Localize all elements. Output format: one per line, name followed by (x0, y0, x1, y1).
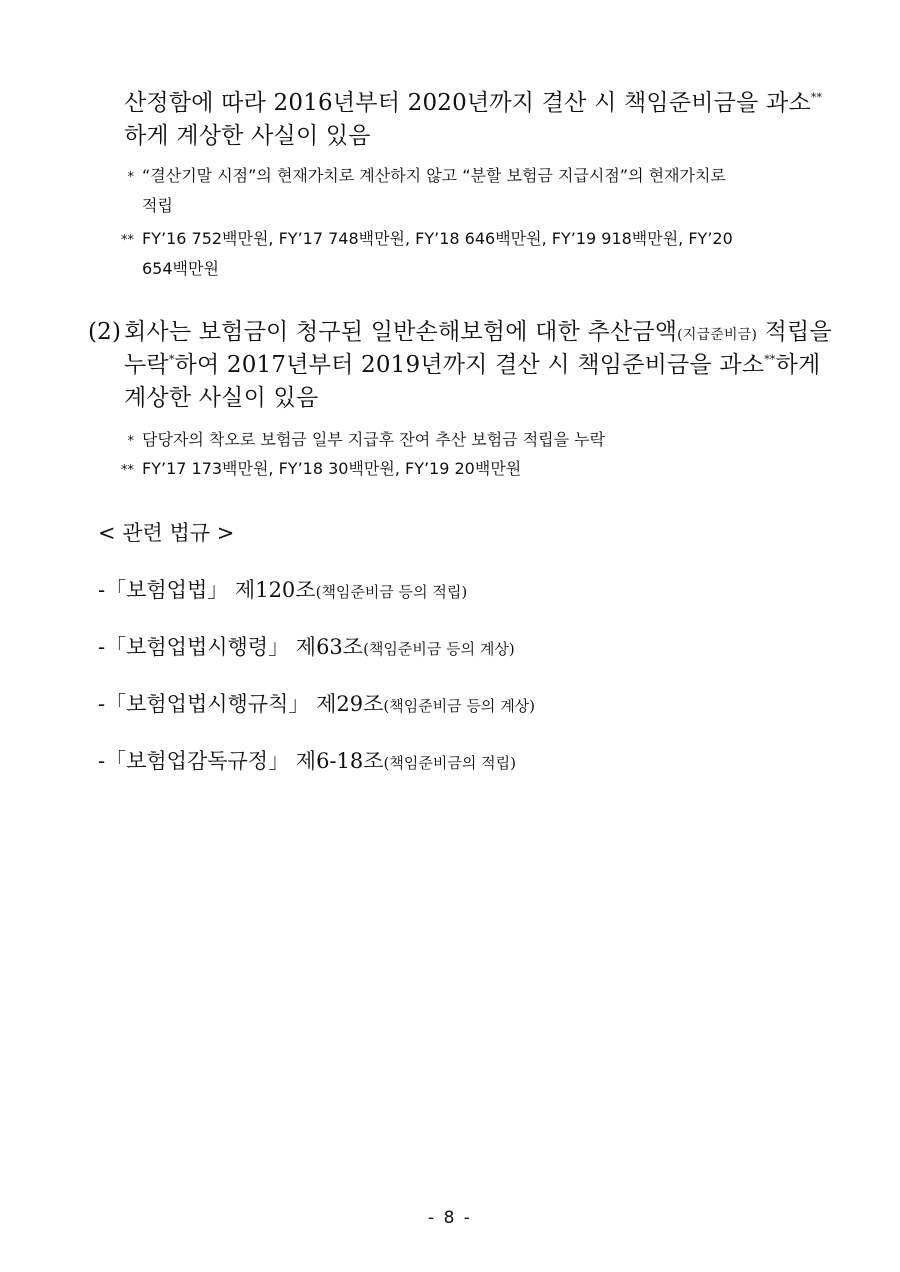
section1-note1-line1: * “결산기말 시점”의 현재가치로 계산하지 않고 “분할 보험금 지급시점”의 현재가치로 (112, 163, 726, 186)
related-law-item: -「보험업법」 제120조(책임준비금 등의 적립) (98, 578, 468, 602)
related-law-item: -「보험업감독규정」 제6-18조(책임준비금의 적립) (98, 749, 516, 773)
item-number: (2) (88, 319, 122, 345)
section2-line2: 누락*하여 2017년부터 2019년까지 결산 시 책임준비금을 과소**하게 (124, 352, 821, 378)
section1-line1: 산정함에 따라 2016년부터 2020년까지 결산 시 책임준비금을 과소** (124, 90, 823, 116)
footnote-marker: ** (764, 353, 776, 366)
inline-paren: (지급준비금) (677, 327, 758, 343)
section1-line2: 하게 계상한 사실이 있음 (124, 123, 371, 149)
section2-note2: ** FY’17 173백만원, FY’18 30백만원, FY’19 20백만원 (112, 456, 521, 479)
section1-note2-line2: 654백만원 (142, 259, 219, 278)
section2-note1: * 담당자의 착오로 보험금 일부 지급후 잔여 추산 보험금 적립을 누락 (112, 427, 605, 450)
footnote-marker: * (168, 353, 175, 366)
page-number: - 8 - (428, 1208, 472, 1228)
footnote-marker: ** (121, 233, 134, 248)
related-law-item: -「보험업법시행규칙」 제29조(책임준비금 등의 계상) (98, 692, 536, 716)
related-law-item: -「보험업법시행령」 제63조(책임준비금 등의 계상) (98, 635, 515, 659)
footnote-marker: ** (121, 463, 134, 478)
related-laws-heading: < 관련 법규 > (98, 521, 235, 545)
footnote-marker: ** (810, 91, 823, 104)
section1-note2-line1: ** FY’16 752백만원, FY’17 748백만원, FY’18 646백만원, FY’19 918백만원, FY’20 (112, 226, 733, 249)
section1-note1-line2: 적립 (142, 196, 173, 215)
footnote-marker: * (127, 434, 134, 449)
section2-line1: (2) 회사는 보험금이 청구된 일반손해보험에 대한 추산금액(지급준비금) 적립을 (88, 319, 832, 345)
section2-line3: 계상한 사실이 있음 (124, 385, 319, 411)
footnote-marker: * (127, 170, 134, 185)
